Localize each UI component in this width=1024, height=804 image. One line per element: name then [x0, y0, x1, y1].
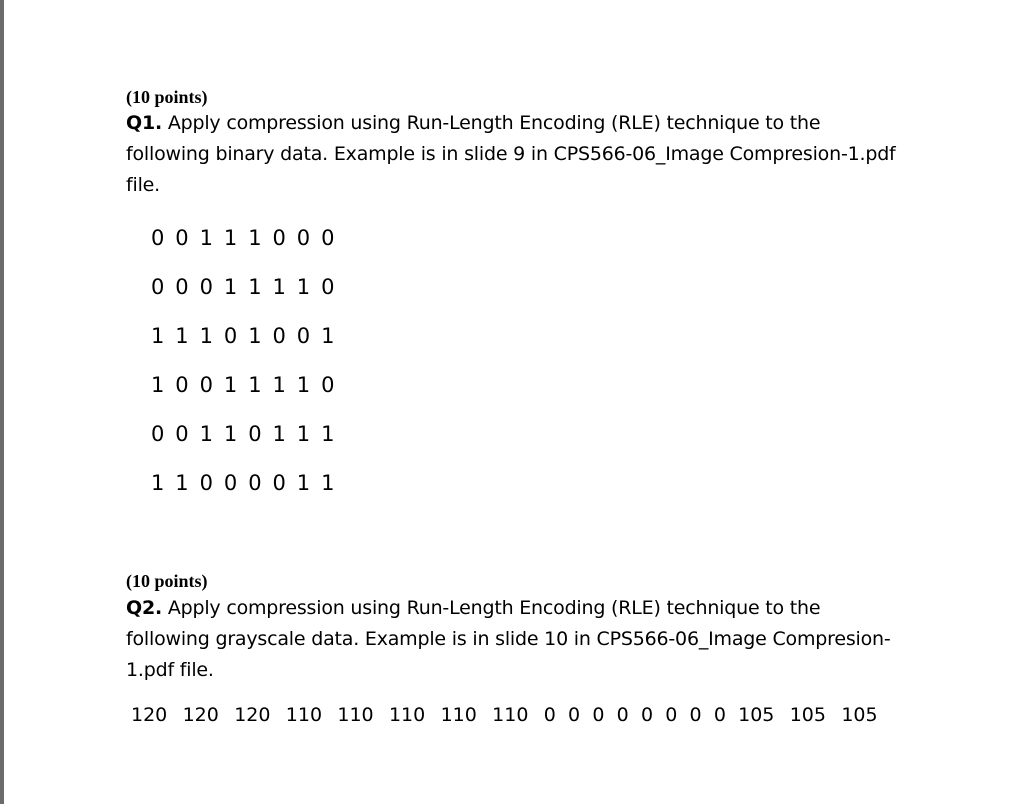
binary-value: 1: [272, 275, 286, 299]
q2-points: (10 points): [126, 571, 208, 591]
binary-value: 0: [175, 275, 189, 299]
binary-value: 0: [175, 422, 189, 446]
binary-value: 1: [223, 275, 238, 299]
binary-value: 1: [223, 422, 238, 446]
grayscale-value: 110: [492, 704, 529, 726]
binary-value: 1: [175, 471, 189, 495]
grayscale-value: 0: [665, 704, 678, 726]
binary-value: 1: [296, 471, 311, 495]
binary-value: 0: [199, 373, 213, 397]
q2-line-3: 1.pdf file.: [126, 659, 214, 681]
q2-line-2: following grayscale data. Example is in slide 10 in CPS566-06_Image Compresion-: [126, 628, 891, 650]
q1-line-1-text: Apply compression using Run-Length Encoding (RLE) technique to the: [162, 112, 821, 134]
binary-value: 0: [151, 422, 165, 446]
q2-line-1-text: Apply compression using Run-Length Encoding (RLE) technique to the: [162, 597, 821, 619]
q1-line-3: file.: [126, 174, 160, 196]
binary-value: 1: [248, 373, 262, 397]
q2-question: [126, 593, 926, 686]
binary-value: 0: [296, 226, 311, 250]
binary-value: 1: [321, 471, 335, 495]
grayscale-value: 0: [568, 704, 581, 726]
binary-row: [151, 320, 345, 369]
binary-value: 0: [199, 471, 213, 495]
binary-value: 1: [199, 324, 213, 348]
binary-value: 0: [199, 275, 213, 299]
binary-value: 0: [223, 324, 238, 348]
binary-value: 1: [199, 226, 213, 250]
binary-row: [151, 271, 345, 320]
q1-question: [126, 108, 926, 201]
q1-line-2: following binary data. Example is in slide 9 in CPS566-06_Image Compresion-1.pdf: [126, 143, 896, 165]
binary-value: 0: [272, 324, 286, 348]
binary-value: 1: [151, 471, 165, 495]
grayscale-value: 0: [640, 704, 654, 726]
binary-value: 0: [151, 226, 165, 250]
binary-row: [151, 369, 345, 418]
binary-value: 0: [223, 471, 238, 495]
binary-value: 1: [151, 324, 165, 348]
binary-value: 1: [199, 422, 213, 446]
grayscale-value: 110: [337, 704, 374, 726]
grayscale-value: 0: [592, 704, 605, 726]
binary-value: 1: [296, 373, 311, 397]
binary-row: [151, 418, 345, 467]
grayscale-value: 110: [388, 704, 426, 726]
binary-value: 0: [175, 226, 189, 250]
q1-line-1: [126, 108, 926, 139]
binary-value: 0: [272, 471, 286, 495]
q2-label: Q2.: [126, 597, 162, 619]
binary-value: 0: [248, 471, 262, 495]
binary-value: 1: [175, 324, 189, 348]
binary-value: 1: [272, 373, 286, 397]
grayscale-value: 120: [234, 704, 271, 726]
grayscale-value: 105: [789, 704, 826, 726]
q1-points: (10 points): [126, 87, 208, 107]
grayscale-value: 120: [131, 704, 168, 726]
binary-value: 0: [272, 226, 286, 250]
binary-value: 1: [296, 275, 311, 299]
binary-value: 0: [321, 373, 335, 397]
grayscale-value: 110: [285, 704, 323, 726]
grayscale-value: 0: [543, 704, 556, 726]
grayscale-data-row: [131, 700, 893, 730]
binary-value: 1: [223, 373, 238, 397]
binary-value: 1: [223, 226, 238, 250]
binary-value: 1: [296, 422, 311, 446]
binary-value: 1: [248, 324, 262, 348]
grayscale-value: 105: [738, 704, 775, 726]
binary-value: 1: [248, 275, 262, 299]
grayscale-value: 0: [616, 704, 629, 726]
binary-value: 0: [248, 422, 262, 446]
grayscale-value: 120: [182, 704, 219, 726]
binary-data-grid: [151, 222, 345, 516]
binary-value: 1: [272, 422, 286, 446]
grayscale-value: 110: [440, 704, 477, 726]
binary-value: 1: [248, 226, 262, 250]
grayscale-value: 0: [689, 704, 702, 726]
q2-line-1: [126, 593, 926, 624]
grayscale-value: 0: [713, 704, 726, 726]
binary-row: [151, 467, 345, 516]
q1-label: Q1.: [126, 112, 162, 134]
binary-value: 0: [321, 226, 335, 250]
binary-value: 0: [321, 275, 335, 299]
binary-row: [151, 222, 345, 271]
grayscale-value: 105: [841, 704, 878, 726]
binary-value: 0: [175, 373, 189, 397]
binary-value: 1: [321, 324, 335, 348]
binary-value: 1: [321, 422, 335, 446]
binary-value: 0: [296, 324, 311, 348]
binary-value: 1: [151, 373, 165, 397]
binary-value: 0: [151, 275, 165, 299]
